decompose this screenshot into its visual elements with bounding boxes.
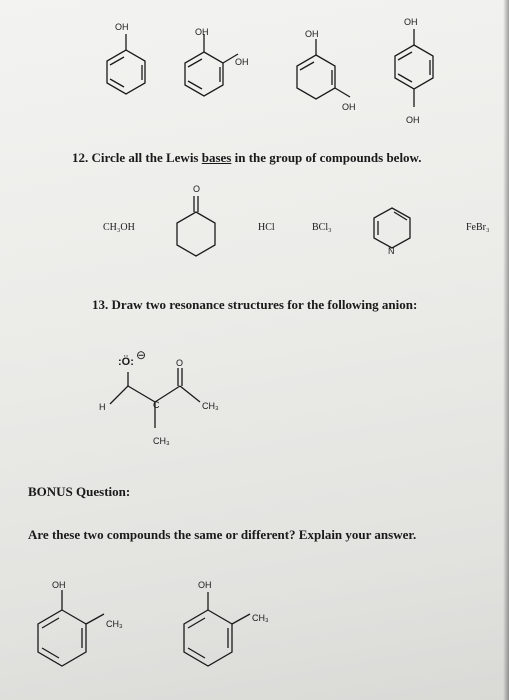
bcl3-label: BCl₃	[312, 222, 332, 233]
hydroquinone-molecule	[388, 25, 448, 125]
hcl-label: HCl	[258, 222, 275, 233]
catechol-oh-top-label: OH	[195, 27, 209, 37]
ch3-bottom-label: CH₃	[153, 436, 170, 446]
bonus-right-oh-label: OH	[198, 580, 212, 590]
negative-charge-label: ⊖	[136, 348, 147, 362]
carbonyl-o-label: O	[176, 358, 184, 368]
oxyanion-label: :Ö:	[118, 356, 134, 368]
cyclohexanone-molecule	[170, 190, 230, 270]
question-13-text: Draw two resonance structures for the following anion:	[111, 297, 418, 312]
bonus-molecule-right	[170, 588, 270, 698]
question-12-number: 12.	[72, 150, 89, 165]
hydroquinone-oh-top-label: OH	[404, 17, 418, 27]
catechol-oh-side-label: OH	[235, 57, 249, 67]
catechol-molecule	[178, 30, 258, 110]
bonus-left-ch3-label: CH₃	[106, 619, 123, 629]
question-13	[92, 297, 417, 313]
question-12-underlined: bases	[201, 150, 232, 165]
h-label: H	[99, 402, 106, 412]
bonus-title: BONUS Question:	[28, 484, 131, 499]
pyridine-n-label: N	[388, 246, 395, 256]
cyclohexanone-o-label: O	[193, 184, 201, 194]
question-12	[72, 150, 421, 166]
phenol-molecule	[100, 30, 160, 110]
bonus-molecule-left	[24, 586, 124, 696]
carbon-label: C	[153, 400, 160, 410]
pyridine-molecule	[372, 205, 432, 265]
ch3-right-label: CH₃	[202, 401, 219, 411]
methanol-label: CH₃OH	[103, 222, 135, 233]
bonus-left-oh-label: OH	[52, 580, 66, 590]
question-12-text-after: in the group of compounds below.	[231, 150, 422, 165]
page-edge-shadow	[503, 0, 509, 700]
febr3-label: FeBr₃	[466, 222, 490, 233]
question-13-number: 13.	[92, 297, 109, 312]
resorcinol-molecule	[290, 35, 370, 115]
resorcinol-oh-side-label: OH	[342, 102, 356, 112]
hydroquinone-oh-bottom-label: OH	[406, 115, 420, 125]
resorcinol-oh-top-label: OH	[305, 29, 319, 39]
bonus-right-ch3-label: CH₃	[252, 613, 269, 623]
bonus-question: Are these two compounds the same or different? Explain your answer.	[28, 527, 417, 542]
question-12-text-before: Circle all the Lewis	[91, 150, 202, 165]
phenol-oh-label: OH	[115, 22, 129, 32]
